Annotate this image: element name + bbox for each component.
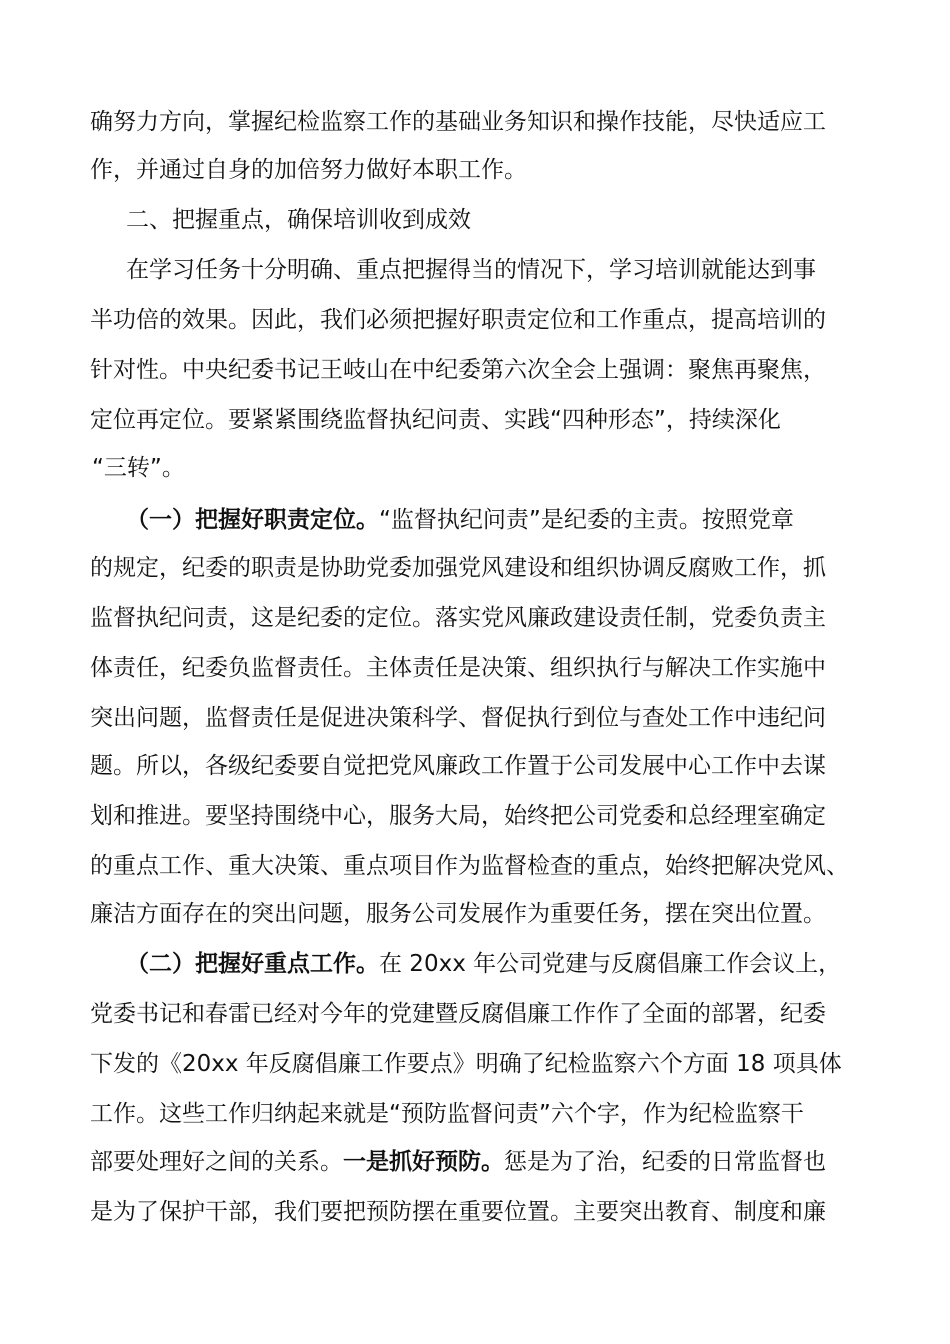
- paragraph-text: 在 20xx 年公司党建与反腐倡廉工作会议上，: [379, 951, 842, 977]
- text-line: 定位再定位。要紧紧围绕监督执纪问责、实践“四种形态”，持续深化: [90, 407, 781, 433]
- text-line: 是为了保护干部，我们要把预防摆在重要位置。主要突出教育、制度和廉: [90, 1199, 826, 1225]
- text-line: 廉洁方面存在的突出问题，服务公司发展作为重要任务，摆在突出位置。: [90, 901, 826, 927]
- text-line: 的规定，纪委的职责是协助党委加强党风建设和组织协调反腐败工作，抓: [90, 555, 826, 581]
- emphasis-bold: 一是抓好预防。: [343, 1149, 504, 1175]
- text-line: 工作。这些工作归纳起来就是“预防监督问责”六个字，作为纪检监察干: [90, 1101, 804, 1127]
- text-span: 部要处理好之间的关系。: [90, 1149, 343, 1175]
- text-line: 针对性。中央纪委书记王岐山在中纪委第六次全会上强调：聚焦再聚焦，: [90, 357, 826, 383]
- text-line: 在学习任务十分明确、重点把握得当的情况下，学习培训就能达到事: [126, 257, 816, 283]
- text-line: [90, 1147, 826, 1177]
- text-line: 半功倍的效果。因此，我们必须把握好职责定位和工作重点，提高培训的: [90, 307, 826, 333]
- text-line: “三转”。: [92, 455, 185, 481]
- text-line: 确努力方向，掌握纪检监察工作的基础业务知识和操作技能，尽快适应工: [90, 109, 826, 135]
- text-line: 监督执纪问责，这是纪委的定位。落实党风廉政建设责任制，党委负责主: [90, 605, 826, 631]
- text-line: 体责任，纪委负监督责任。主体责任是决策、组织执行与解决工作实施中: [90, 655, 826, 681]
- text-line: 下发的《20xx 年反腐倡廉工作要点》明确了纪检监察六个方面 18 项具体: [90, 1051, 842, 1077]
- text-line: 作，并通过自身的加倍努力做好本职工作。: [90, 157, 527, 183]
- text-span: 惩是为了治，纪委的日常监督也: [504, 1149, 826, 1175]
- text-line: 突出问题，监督责任是促进决策科学、督促执行到位与查处工作中违纪问: [90, 705, 826, 731]
- section-heading: 二、把握重点，确保培训收到成效: [126, 207, 471, 233]
- subheading-bold: （一）把握好职责定位。: [126, 507, 379, 533]
- text-line: 党委书记和春雷已经对今年的党建暨反腐倡廉工作作了全面的部署，纪委: [90, 1001, 826, 1027]
- paragraph-lead: [126, 949, 841, 979]
- text-line: 题。所以，各级纪委要自觉把党风廉政工作置于公司发展中心工作中去谋: [90, 753, 826, 779]
- paragraph-text: “监督执纪问责”是纪委的主责。按照党章: [379, 507, 794, 533]
- text-line: 划和推进。要坚持围绕中心，服务大局，始终把公司党委和总经理室确定: [90, 803, 826, 829]
- text-line: 的重点工作、重大决策、重点项目作为监督检查的重点，始终把解决党风、: [90, 853, 849, 879]
- paragraph-lead: [126, 505, 794, 535]
- subheading-bold: （二）把握好重点工作。: [126, 951, 379, 977]
